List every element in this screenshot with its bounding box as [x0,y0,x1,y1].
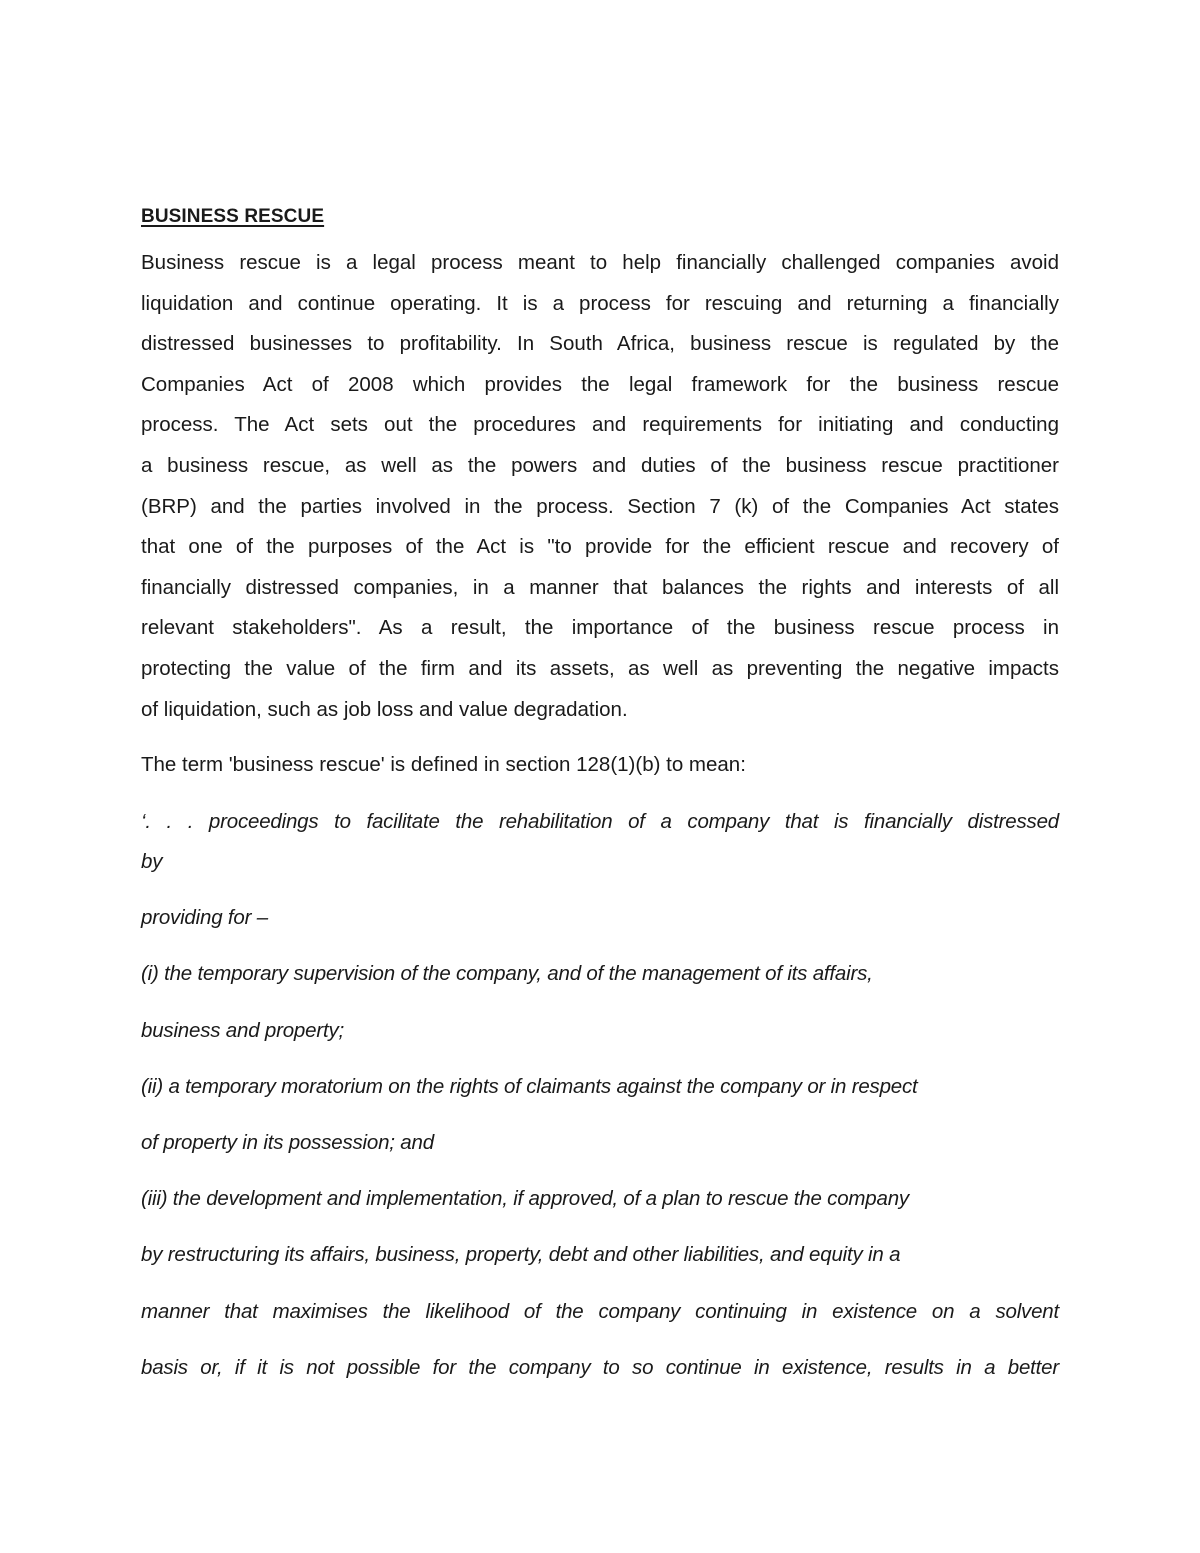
paragraph-line: distressed businesses to profitability. In South Africa, business rescue is regulated by the [141,332,1059,356]
quote-line: ‘. . . proceedings to facilitate the rehabilitation of a company that is financially distressed [141,810,1059,833]
quote-item-i: (i) the temporary supervision of the company, and of the management of its affairs, [141,962,873,985]
paragraph-line: liquidation and continue operating. It is a process for rescuing and returning a financially [141,291,1059,315]
paragraph-line: that one of the purposes of the Act is "to provide for the efficient rescue and recovery of [141,535,1059,559]
quote-item-iii: (iii) the development and implementation, if approved, of a plan to rescue the company [141,1187,909,1210]
quote-line: basis or, if it is not possible for the company to so continue in existence, results in a better [141,1356,1059,1379]
definition-intro: The term 'business rescue' is defined in section 128(1)(b) to mean: [141,753,746,776]
paragraph-line: relevant stakeholders". As a result, the importance of the business rescue process in [141,616,1059,640]
quote-line: business and property; [141,1019,345,1042]
quote-line: providing for – [141,906,268,929]
paragraph-line: protecting the value of the firm and its assets, as well as preventing the negative impacts [141,656,1059,680]
paragraph-line: Business rescue is a legal process meant to help financially challenged companies avoid [141,251,1059,274]
paragraph-line: of liquidation, such as job loss and value degradation. [141,697,628,721]
paragraph-line: a business rescue, as well as the powers and duties of the business rescue practitioner [141,453,1059,477]
paragraph-line: Companies Act of 2008 which provides the legal framework for the business rescue [141,372,1059,396]
paragraph-line: process. The Act sets out the procedures and requirements for initiating and conducting [141,413,1059,437]
document-heading: BUSINESS RESCUE [141,206,325,227]
quote-line: by restructuring its affairs, business, property, debt and other liabilities, and equity in a [141,1243,901,1266]
paragraph-line: (BRP) and the parties involved in the process. Section 7 (k) of the Companies Act states [141,494,1059,518]
quote-line: manner that maximises the likelihood of the company continuing in existence on a solvent [141,1300,1059,1323]
paragraph-line: financially distressed companies, in a manner that balances the rights and interests of all [141,575,1059,599]
quote-line: by [141,850,163,873]
quote-item-ii: (ii) a temporary moratorium on the rights of claimants against the company or in respect [141,1075,918,1098]
intro-paragraph [141,243,1059,730]
quote-line: of property in its possession; and [141,1131,434,1154]
